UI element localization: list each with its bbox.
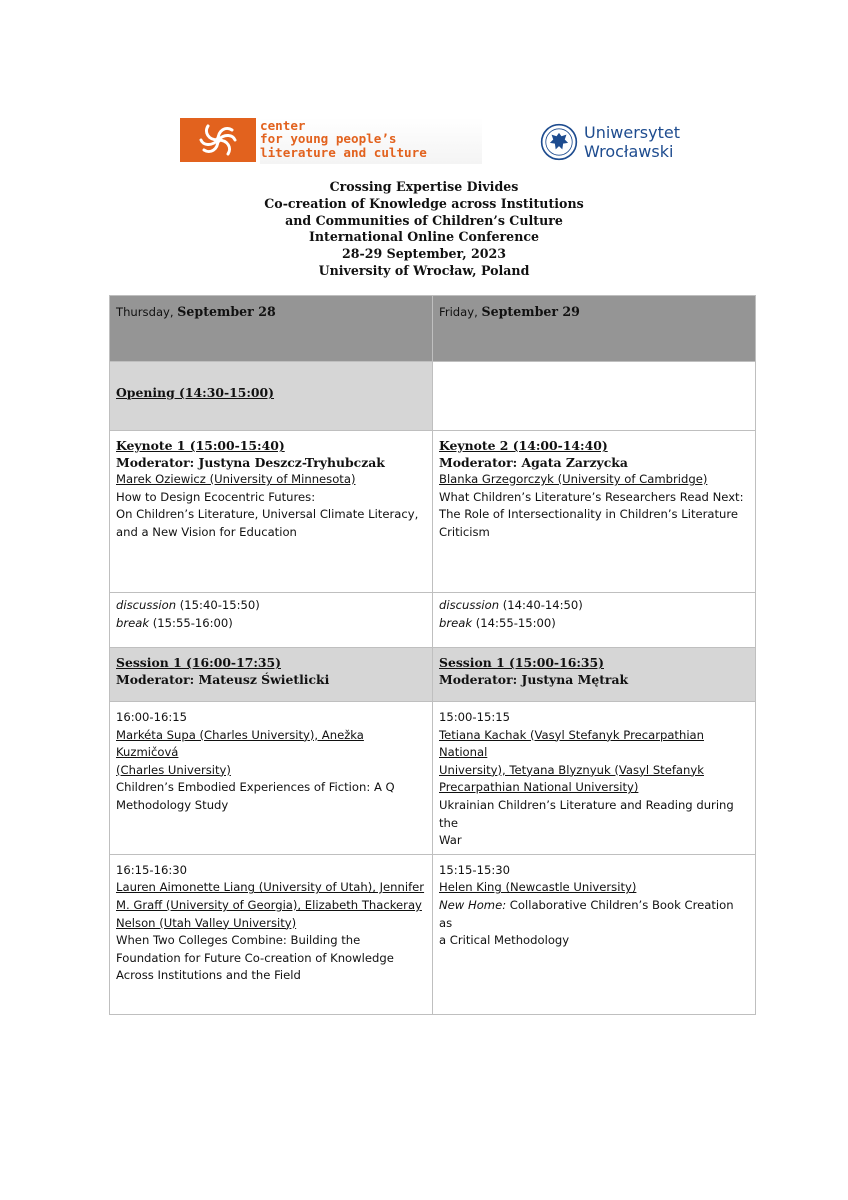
- friday-header: [433, 296, 756, 362]
- talk-title-line: Criticism: [439, 524, 490, 539]
- logo-line: Wrocławski: [584, 142, 674, 161]
- talk-title-line: Foundation for Future Co-creation of Knowledge: [116, 950, 394, 965]
- talk-time: 15:15-15:30: [439, 862, 511, 877]
- moderator: Moderator: Justyna Mętrak: [439, 672, 629, 687]
- keynote-2-cell: [433, 431, 756, 593]
- break-label: break: [116, 615, 150, 630]
- moderator: Moderator: Justyna Deszcz-Tryhubczak: [116, 455, 385, 470]
- logo-line: literature and culture: [260, 144, 427, 160]
- session-cell: [110, 648, 433, 702]
- break-label: break: [439, 615, 473, 630]
- talk-title-italic: New Home:: [439, 897, 507, 912]
- title-line: 28-29 September, 2023: [341, 246, 507, 262]
- day-label: Thursday,: [116, 305, 174, 319]
- talk-title-line: Ukrainian Children’s Literature and Reading during the: [439, 797, 734, 830]
- talk-title-line: How to Design Ecocentric Futures:: [116, 489, 316, 504]
- title-line: University of Wrocław, Poland: [318, 262, 530, 278]
- break-time: (15:55-16:00): [152, 615, 233, 630]
- talk-title-line: Methodology Study: [116, 797, 229, 812]
- keynote-1-cell: [110, 431, 433, 593]
- talk-time: 16:00-16:15: [116, 710, 188, 724]
- uwr-logo: [540, 118, 680, 166]
- talk-time: 15:00-15:15: [439, 710, 511, 724]
- talk-cell: [110, 854, 433, 1014]
- logo-line: center: [260, 118, 306, 133]
- speaker-link[interactable]: Blanka Grzegorczyk (University of Cambridge): [439, 472, 708, 486]
- logo-line: for young people’s: [260, 131, 397, 147]
- opening-cell: [110, 362, 433, 431]
- talk-title-line: Collaborative Children’s Book Creation as: [439, 897, 734, 930]
- talk-title-line: On Children’s Literature, Universal Climate Literacy,: [116, 507, 419, 522]
- talk-title-line: War: [439, 833, 462, 848]
- discussion-time: (14:40-14:50): [502, 598, 583, 612]
- talk-title-line: Children’s Embodied Experiences of Fiction: A Q: [116, 780, 395, 795]
- eagle-seal-logo-icon: [540, 119, 578, 165]
- talk-cell: [433, 854, 756, 1014]
- uwr-logo-text: [584, 123, 680, 161]
- keynote-row: [110, 431, 756, 593]
- empty-cell: [433, 362, 756, 431]
- talk-row: [110, 854, 756, 1014]
- authors-link[interactable]: University), Tetyana Blyznyuk (Vasyl Stefanyk: [439, 762, 704, 777]
- discussion-time: (15:40-15:50): [179, 598, 260, 612]
- authors-link[interactable]: Nelson (Utah Valley University): [116, 915, 297, 930]
- sun-spiral-logo-icon: [180, 118, 256, 162]
- talk-title-line: When Two Colleges Combine: Building the: [116, 933, 361, 948]
- authors-link[interactable]: Tetiana Kachak (Vasyl Stefanyk Precarpathian National: [439, 727, 704, 760]
- day-label: Friday,: [439, 305, 478, 319]
- authors-link[interactable]: Precarpathian National University): [439, 780, 639, 795]
- talk-title-line: What Children’s Literature’s Researchers Read Next:: [439, 489, 744, 504]
- authors-link[interactable]: (Charles University): [116, 762, 231, 777]
- table-header-row: [110, 296, 756, 362]
- talk-cell: [110, 702, 433, 855]
- session-row: [110, 648, 756, 702]
- date-label: September 29: [481, 304, 580, 319]
- date-label: September 28: [177, 304, 276, 319]
- opening-row: [110, 362, 756, 431]
- authors-link[interactable]: Helen King (Newcastle University): [439, 880, 637, 895]
- session-cell: [433, 648, 756, 702]
- title-line: and Communities of Children’s Culture: [285, 212, 563, 228]
- title-line: Co-creation of Knowledge across Institutions: [264, 195, 584, 211]
- discussion-cell: [433, 593, 756, 648]
- logo-line: Uniwersytet: [584, 123, 680, 142]
- talk-cell: [433, 702, 756, 855]
- moderator: Moderator: Mateusz Świetlicki: [116, 672, 330, 687]
- talk-title-line: Across Institutions and the Field: [116, 968, 301, 983]
- talk-title-line: and a New Vision for Education: [116, 524, 297, 539]
- talk-title-line: The Role of Intersectionality in Children’s Literature: [439, 507, 739, 522]
- opening-title: Opening (14:30-15:00): [116, 385, 275, 400]
- discussion-row: [110, 593, 756, 648]
- session-title: Session 1 (15:00-16:35): [439, 655, 604, 670]
- cyplc-logo: [180, 118, 482, 164]
- discussion-label: discussion: [439, 598, 500, 612]
- authors-link[interactable]: M. Graff (University of Georgia), Elizabeth Thackeray: [116, 897, 422, 912]
- thursday-header: [110, 296, 433, 362]
- schedule-table: [109, 295, 756, 1015]
- authors-link[interactable]: Markéta Supa (Charles University), Anežka Kuzmičová: [116, 727, 364, 760]
- keynote-title: Keynote 2 (14:00-14:40): [439, 438, 608, 453]
- speaker-link[interactable]: Marek Oziewicz (University of Minnesota): [116, 472, 356, 486]
- talk-time: 16:15-16:30: [116, 862, 188, 877]
- discussion-cell: [110, 593, 433, 648]
- keynote-title: Keynote 1 (15:00-15:40): [116, 438, 285, 453]
- session-title: Session 1 (16:00-17:35): [116, 655, 281, 670]
- conference-title: [200, 179, 648, 280]
- title-line: International Online Conference: [308, 229, 540, 245]
- cyplc-logo-text: [260, 118, 482, 164]
- discussion-label: discussion: [116, 598, 177, 612]
- talk-row: [110, 702, 756, 855]
- talk-title-line: a Critical Methodology: [439, 933, 570, 948]
- title-line: Crossing Expertise Divides: [329, 179, 519, 194]
- moderator: Moderator: Agata Zarzycka: [439, 455, 628, 470]
- authors-link[interactable]: Lauren Aimonette Liang (University of Utah), Jennifer: [116, 880, 425, 895]
- break-time: (14:55-15:00): [475, 615, 556, 630]
